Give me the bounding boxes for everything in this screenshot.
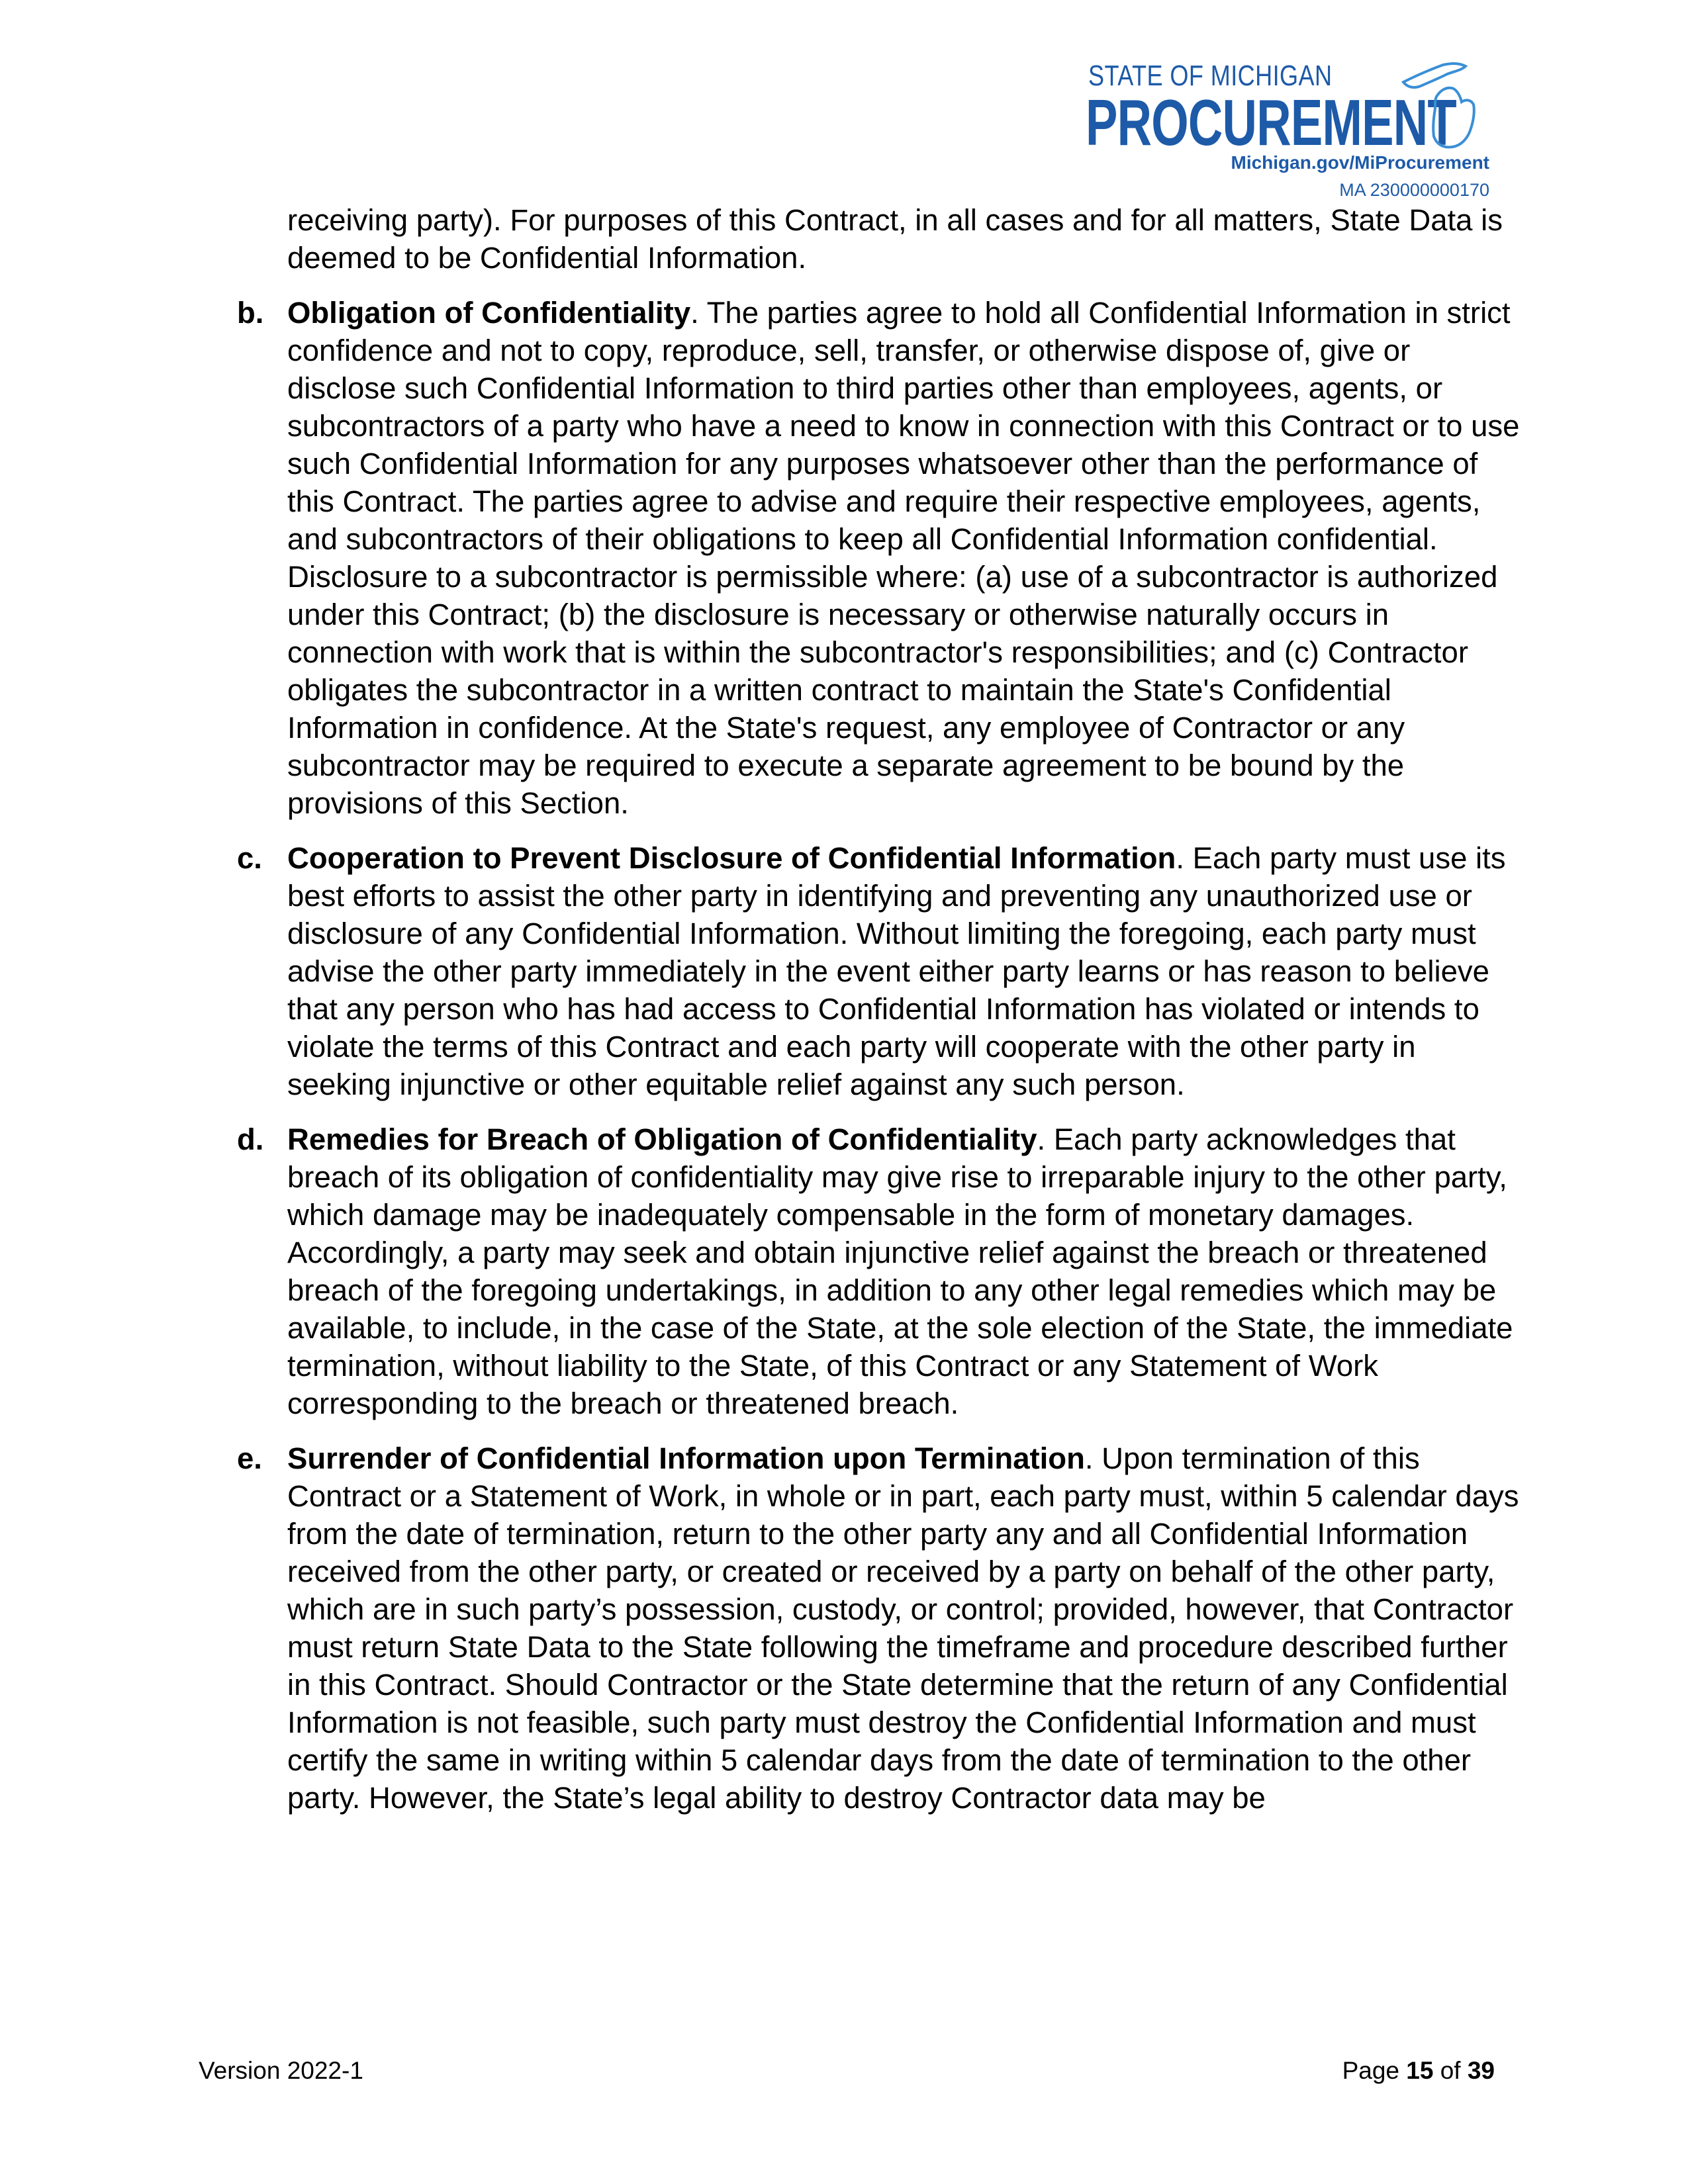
list-item-letter: e. bbox=[237, 1441, 262, 1475]
page-prefix: Page bbox=[1342, 2057, 1407, 2084]
list-item-letter: c. bbox=[237, 841, 262, 875]
michigan-map-icon bbox=[1397, 56, 1496, 155]
list-item-body bbox=[287, 1439, 1522, 1817]
list-item-title: Surrender of Confidential Information upon Termination bbox=[287, 1441, 1085, 1475]
list-item-title: Obligation of Confidentiality bbox=[287, 296, 691, 330]
continuation-paragraph: receiving party). For purposes of this Contract, in all cases and for all matters, State Data is deemed to be Confidential Information. bbox=[287, 203, 1503, 275]
list-item-body bbox=[287, 294, 1522, 822]
footer-version: Version 2022-1 bbox=[199, 2057, 363, 2084]
list-item-letter: d. bbox=[237, 1122, 264, 1156]
footer-page-number bbox=[1342, 2057, 1495, 2085]
list-item-text: . Each party must use its best efforts to assist the other party in identifying and preventing any unauthorized use or disclosure of any Confidential Information. Without limiting the foregoing, each party must advise the other party immediately in the event either party learns or has reason to believe that any person who has had access to Confidential Information has violated or intends to violate the terms of this Contract and each party will cooperate with the other party in seeking injunctive or other equitable relief against any such person. bbox=[287, 841, 1506, 1101]
list-item-text: . The parties agree to hold all Confidential Information in strict confidence and not to copy, reproduce, sell, transfer, or otherwise dispose of, give or disclose such Confidential Information to third parties other than employees, agents, or subcontractors of a party who have a need to know in connection with this Contract or to use such Confidential Information for any purposes whatsoever other than the performance of this Contract. The parties agree to advise and require their respective employees, agents, and subcontractors of their obligations to keep all Confidential Information confidential. Disclosure to a subcontractor is permissible where: (a) use of a subcontractor is authorized under this Contract; (b) the disclosure is necessary or otherwise naturally occurs in connection with work that is within the subcontractor's responsibilities; and (c) Contractor obligates the subcontractor in a written contract to maintain the State's Confidential Information in confidence. At the State's request, any employee of Contractor or any subcontractor may be required to execute a separate agreement to be bound by the provisions of this Section. bbox=[287, 296, 1520, 820]
list-item-text: . Upon termination of this Contract or a Statement of Work, in whole or in part, each party must, within 5 calendar days from the date of termination, return to the other party any and all Confidential Information received from the other party, or created or received by a party on behalf of the other party, which are in such party’s possession, custody, or control; provided, however, that Contractor must return State Data to the State following the timeframe and procedure described further in this Contract. Should Contractor or the State determine that the return of any Confidential Information is not feasible, such party must destroy the Confidential Information and must certify the same in writing within 5 calendar days from the date of termination to the other party. However, the State’s legal ability to destroy Contractor data may be bbox=[287, 1441, 1519, 1815]
list-item-body bbox=[287, 1120, 1522, 1422]
list-item-d bbox=[0, 1120, 1688, 1422]
list-item-title: Cooperation to Prevent Disclosure of Confidential Information bbox=[287, 841, 1176, 875]
page-current: 15 bbox=[1406, 2057, 1434, 2084]
logo-procurement-text: PROCUREMENT bbox=[1086, 86, 1456, 159]
page-mid: of bbox=[1433, 2057, 1468, 2084]
document-body bbox=[0, 201, 1688, 1817]
logo-state-text: STATE OF MICHIGAN bbox=[1088, 60, 1333, 92]
list-item-text: . Each party acknowledges that breach of its obligation of confidentiality may give rise to irreparable injury to the other party, which damage may be inadequately compensable in the form of monetary damages. Accordingly, a party may seek and obtain injunctive relief against the breach or threatened breach of the foregoing undertakings, in addition to any other legal remedies which may be available, to include, in the case of the State, at the sole election of the State, the immediate termination, without liability to the State, of this Contract or any Statement of Work corresponding to the breach or threatened breach. bbox=[287, 1122, 1513, 1420]
list-item-c bbox=[0, 839, 1688, 1103]
logo-url: Michigan.gov/MiProcurement bbox=[1231, 152, 1489, 173]
list-item-e bbox=[0, 1439, 1688, 1817]
contract-number: MA 230000000170 bbox=[1339, 180, 1489, 200]
list-item-title: Remedies for Breach of Obligation of Confidentiality bbox=[287, 1122, 1037, 1156]
list-item-b bbox=[0, 294, 1688, 822]
list-item-body bbox=[287, 839, 1522, 1103]
list-item-letter: b. bbox=[237, 296, 264, 330]
page-total: 39 bbox=[1467, 2057, 1495, 2084]
procurement-logo bbox=[1086, 52, 1496, 204]
